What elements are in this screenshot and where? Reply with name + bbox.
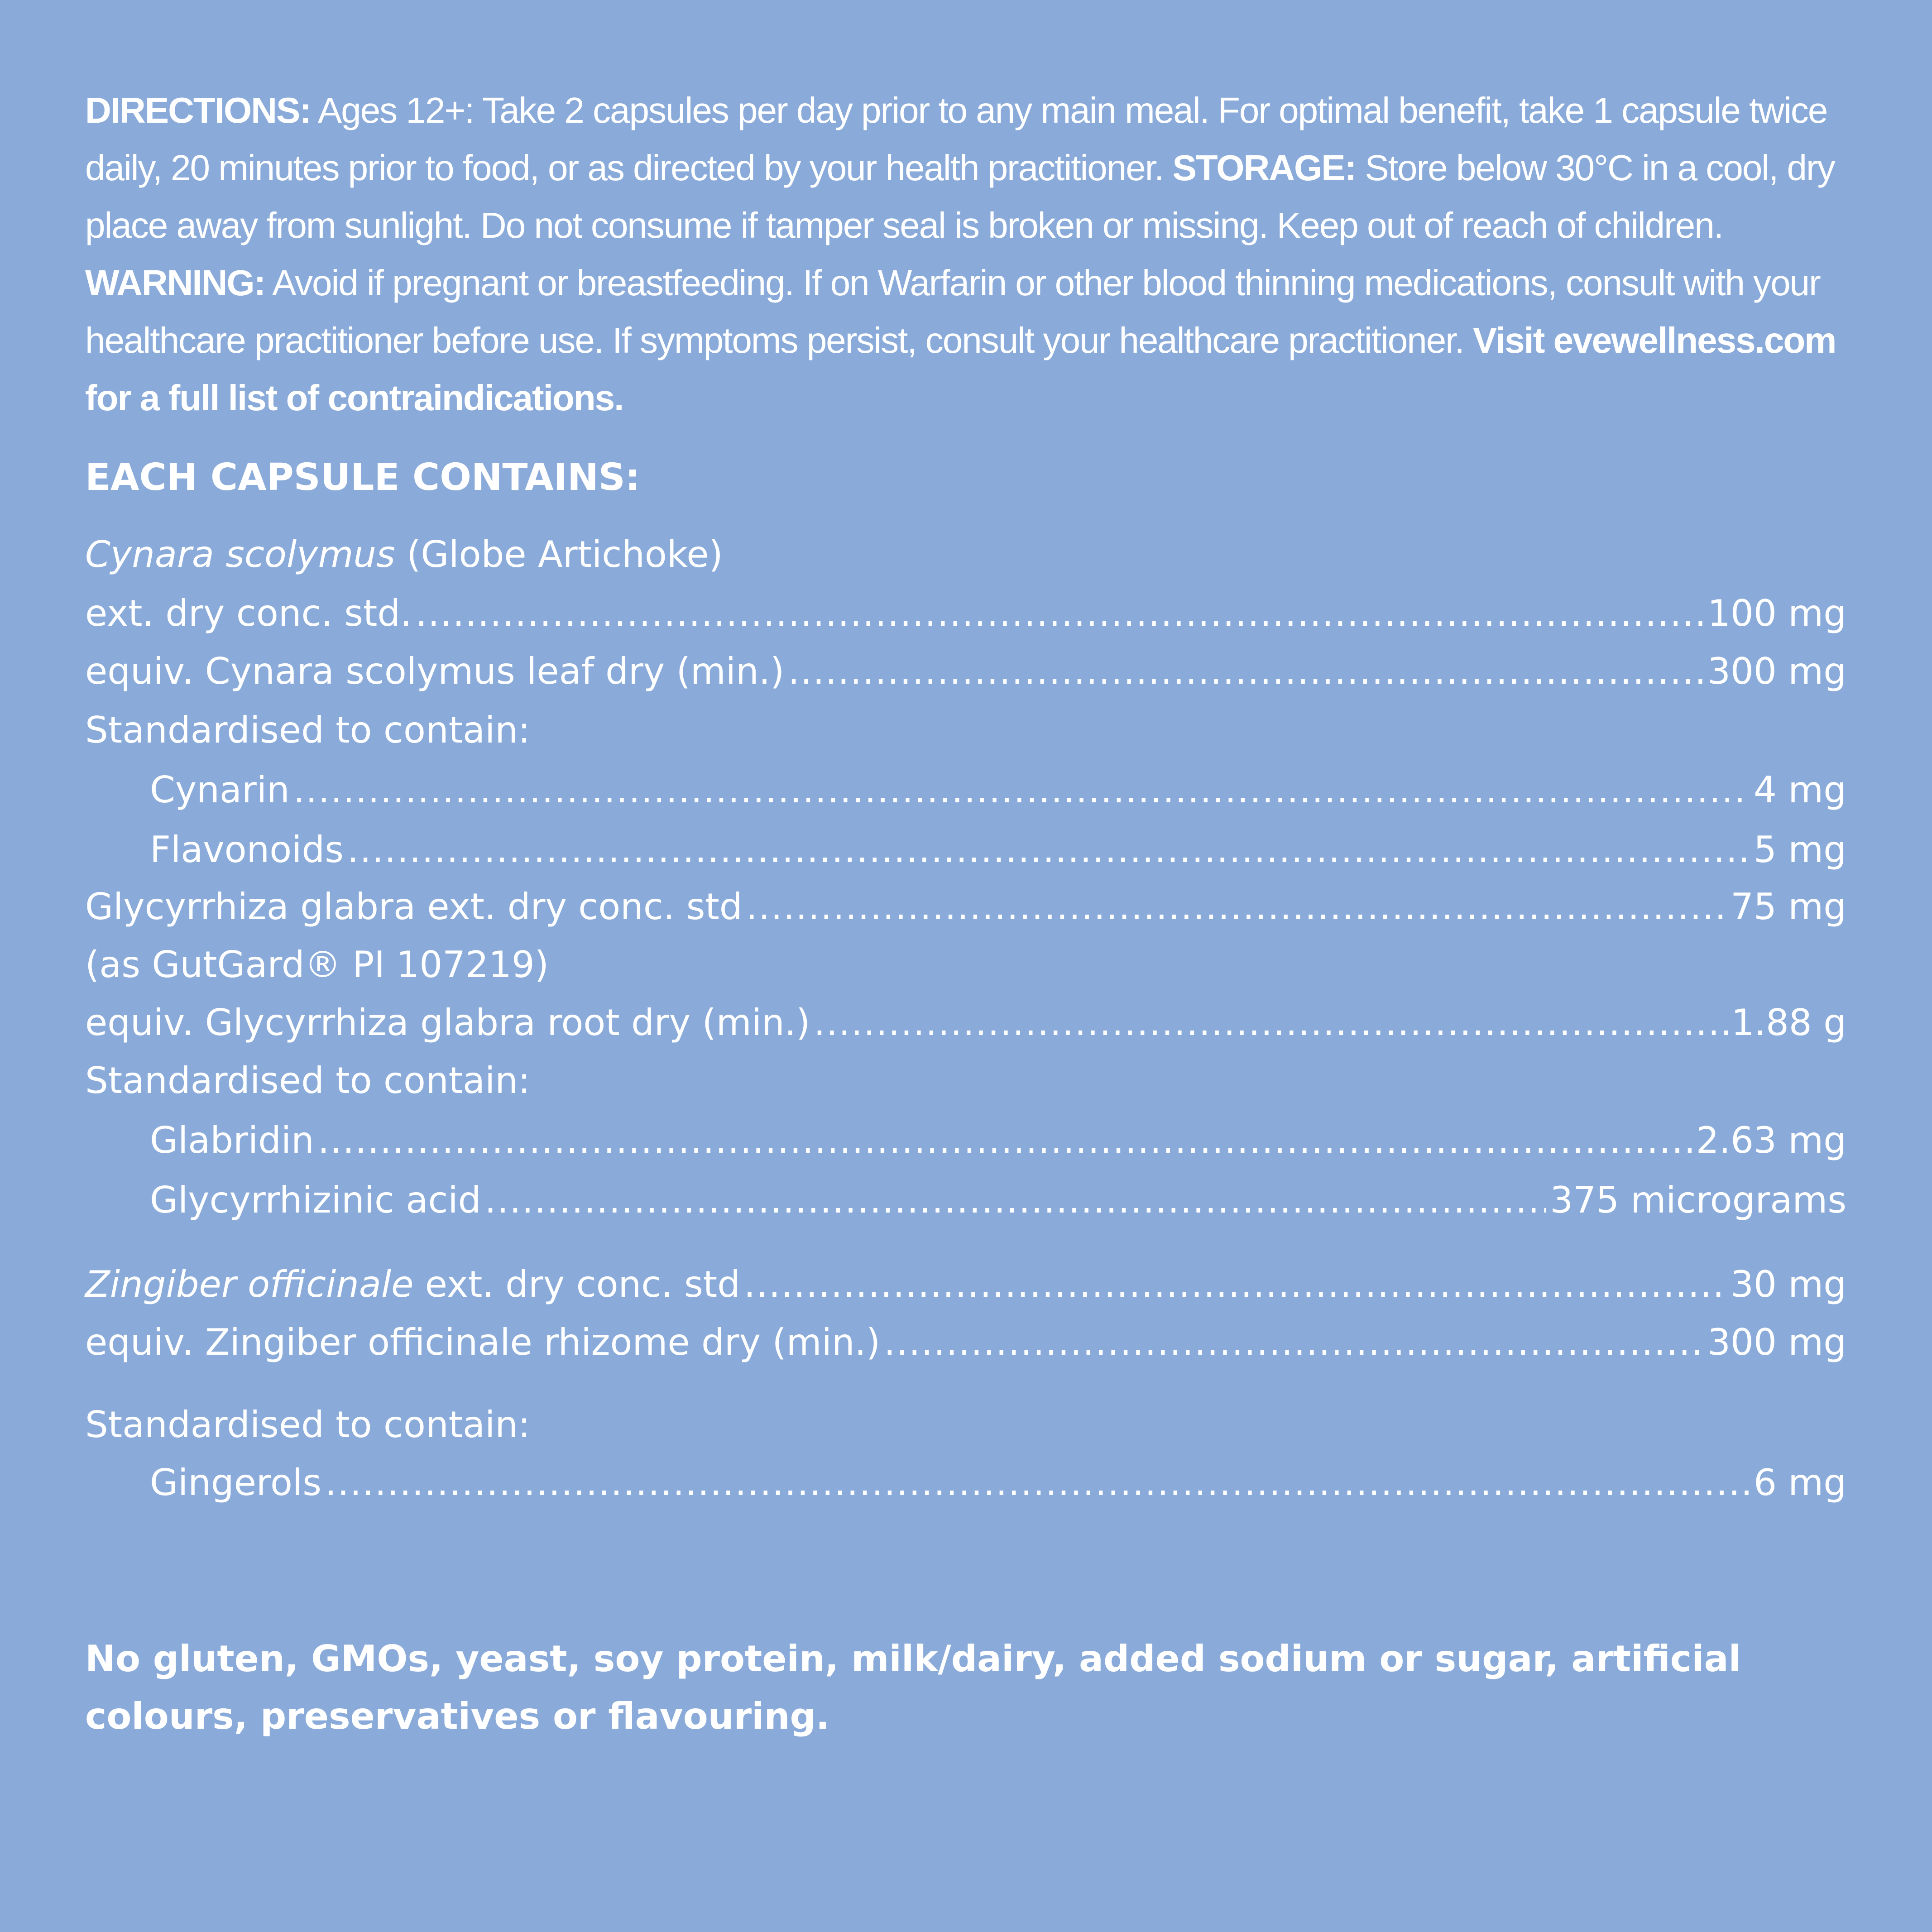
ingredient-row [85,1318,1846,1367]
ingredient-amount: 100 mg [1707,592,1846,634]
dot-leader [293,765,1750,815]
free-from-statement: No gluten, GMOs, yeast, soy protein, milk/dairy, added sodium or sugar, artificial colours, preservatives or flavouring. [85,1638,1741,1737]
standardised-heading [85,705,1846,755]
ingredient-amount: 300 mg [1707,650,1846,692]
ingredient-label: Glabridin [150,1119,314,1161]
zingiber-extract-label: ext. dry conc. std [413,1263,740,1305]
directions-label: DIRECTIONS: [85,90,311,130]
warning-label: WARNING: [85,263,265,303]
ingredient-label: equiv. Cynara scolymus leaf dry (min.) [85,650,785,692]
dot-leader [746,882,1727,932]
ingredient-amount: 1.88 g [1731,1002,1846,1044]
ingredient-label: Standardised to contain: [85,1059,530,1102]
label-panel [85,81,1846,1737]
ingredient-label: Glycyrrhiza glabra ext. dry conc. std [85,886,743,928]
ingredient-label: equiv. Zingiber officinale rhizome dry (min.) [85,1321,881,1363]
ingredient-row [85,1458,1846,1508]
ingredient-label: Gingerols [150,1462,321,1504]
ingredient-row [85,765,1846,815]
ingredient-label [85,1260,740,1309]
ingredient-amount: 75 mg [1731,886,1846,928]
dot-leader [347,825,1750,875]
ingredient-label [85,530,723,580]
standardised-heading [85,1400,1846,1450]
ingredient-amount: 4 mg [1753,769,1846,811]
ingredient-title-cynara [85,530,1846,580]
ingredient-label: ext. dry conc. std. [85,592,412,634]
contents-heading: EACH CAPSULE CONTAINS: [85,456,640,499]
ingredient-amount: 2.63 mg [1696,1119,1846,1161]
ingredient-amount: 6 mg [1753,1462,1846,1504]
ingredient-label: Glycyrrhizinic acid [150,1179,481,1221]
cynara-latin-name: Cynara scolymus [85,533,395,575]
zingiber-latin-name: Zingiber officinale [85,1263,414,1305]
dot-leader [325,1458,1750,1508]
directions-text: Ages 12+: Take 2 capsules per day prior to any main meal. For optimal benefit, take 1 capsule twice daily, 20 minutes prior to food, or as directed by your health practitioner. [85,90,1827,188]
ingredient-label: Cynarin [150,769,290,811]
ingredient-amount: 30 mg [1731,1263,1846,1305]
ingredient-amount: 5 mg [1753,829,1846,871]
ingredient-row [85,589,1846,638]
standardised-heading [85,1056,1846,1106]
dot-leader [484,1175,1546,1225]
ingredient-label: Flavonoids [150,829,344,871]
ingredient-amount: 375 micrograms [1550,1179,1846,1221]
dot-leader [884,1318,1704,1367]
dot-leader [788,647,1704,696]
ingredient-label: Standardised to contain: [85,1404,530,1446]
dot-leader [744,1260,1727,1309]
dot-leader [318,1116,1692,1165]
ingredient-amount: 300 mg [1707,1321,1846,1363]
ingredient-row [85,825,1846,875]
ingredient-label: equiv. Glycyrrhiza glabra root dry (min.) [85,1002,810,1044]
ingredient-row [85,1260,1846,1309]
ingredient-row [85,998,1846,1048]
cynara-common-name: (Globe Artichoke) [395,533,723,575]
dot-leader [416,589,1704,638]
warning-text: Avoid if pregnant or breastfeeding. If on Warfarin or other blood thinning medications, consult with your healthcare practitioner before use. If symptoms persist, consult your healthcare practitioner. [85,263,1820,360]
ingredient-label: Standardised to contain: [85,709,530,751]
dot-leader [814,998,1727,1048]
ingredient-row [85,1116,1846,1165]
storage-label: STORAGE: [1172,148,1356,188]
directions-paragraph [85,81,1846,427]
ingredient-row [85,882,1846,932]
ingredient-row [85,1175,1846,1225]
visit-text: Visit evewellness.com for a full list of contraindications. [85,320,1836,418]
ingredient-row [85,647,1846,696]
ingredient-note [85,940,1846,990]
storage-text: Store below 30°C in a cool, dry place away from sunlight. Do not consume if tamper seal is broken or missing. Keep out of reach of children. [85,148,1835,245]
ingredient-label: (as GutGard® PI 107219) [85,944,549,986]
